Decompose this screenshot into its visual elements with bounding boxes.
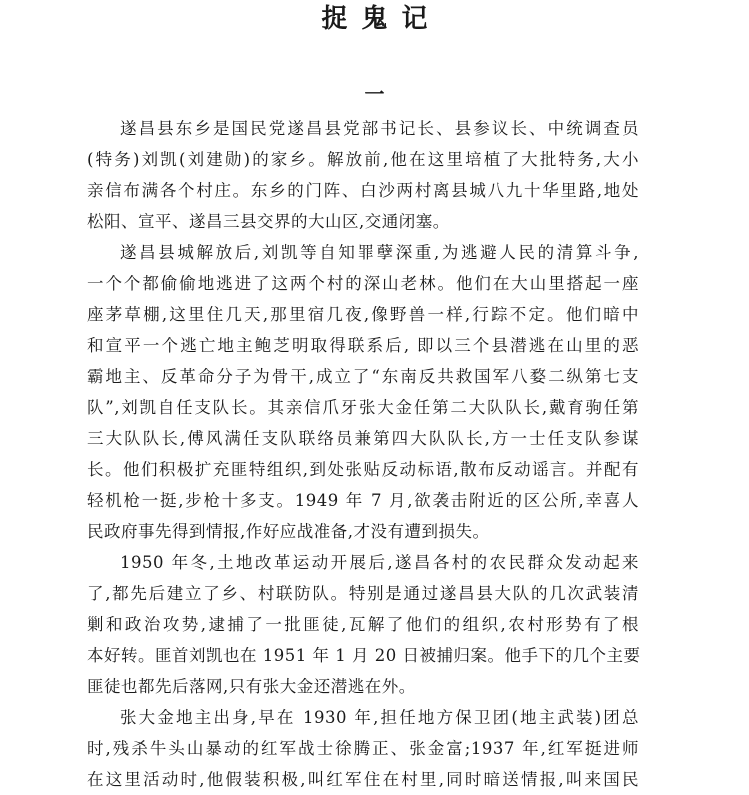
text-line: 匪徒也都先后落网,只有张大金还潜逃在外。 xyxy=(87,677,416,696)
text-line: 松阳、宣平、遂昌三县交界的大山区,交通闭塞。 xyxy=(87,212,450,231)
text-line: 霸地主、反革命分子为骨干,成立了“东南反共救国军八婺二纵第七支 xyxy=(87,367,639,386)
text-line: 遂昌县城解放后,刘凯等自知罪孽深重,为逃避人民的清算斗争, xyxy=(120,243,639,262)
text-line: 张大金地主出身,早在 1930 年,担任地方保卫团(地主武装)团总 xyxy=(120,708,639,727)
text-line: 时,残杀牛头山暴动的红军战士徐腾正、张金富;1937 年,红军挺进师 xyxy=(87,739,639,758)
text-line: 了,都先后建立了乡、村联防队。特别是通过遂昌县大队的几次武装清 xyxy=(87,584,639,603)
text-line: 轻机枪一挺,步枪十多支。1949 年 7 月,欲袭击附近的区公所,幸喜人 xyxy=(87,491,639,510)
paragraph-1 xyxy=(87,113,639,237)
text-line: 本好转。匪首刘凯也在 1951 年 1 月 20 日被捕归案。他手下的几个主要 xyxy=(87,646,641,665)
text-line: 和宣平一个逃亡地主鲍芝明取得联系后, 即以三个县潜逃在山里的恶 xyxy=(87,336,639,355)
text-line: 长。他们积极扩充匪特组织,到处张贴反动标语,散布反动谣言。并配有 xyxy=(87,460,639,479)
text-line: 民政府事先得到情报,作好应战准备,才没有遭到损失。 xyxy=(87,522,490,541)
text-line: 遂昌县东乡是国民党遂昌县党部书记长、县参议长、中统调查员 xyxy=(120,119,639,138)
paragraph-3 xyxy=(87,547,639,702)
text-line: 在这里活动时,他假装积极,叫红军住在村里,同时暗送情报,叫来国民 xyxy=(87,770,639,789)
text-line: 三大队队长,傅风满任支队联络员兼第四大队队长,方一士任支队参谋 xyxy=(87,429,639,448)
text-line: 剿和政治攻势,逮捕了一批匪徒,瓦解了他们的组织,农村形势有了根 xyxy=(87,615,639,634)
text-line: 1950 年冬,土地改革运动开展后,遂昌各村的农民群众发动起来 xyxy=(120,553,639,572)
text-line: 亲信布满各个村庄。东乡的门阵、白沙两村离县城八九十华里路,地处 xyxy=(87,181,639,200)
text-line: (特务)刘凯(刘建勋)的家乡。解放前,他在这里培植了大批特务,大小 xyxy=(87,150,639,169)
text-line: 一个个都偷偷地逃进了这两个村的深山老林。他们在大山里搭起一座 xyxy=(87,274,639,293)
text-line: 座茅草棚,这里住几天,那里宿几夜,像野兽一样,行踪不定。他们暗中 xyxy=(87,305,639,324)
body-text xyxy=(87,113,639,795)
section-number: 一 xyxy=(364,82,385,106)
paragraph-4 xyxy=(87,702,639,795)
text-line: 队”,刘凯自任支队长。其亲信爪牙张大金任第二大队队长,戴育驹任第 xyxy=(87,398,639,417)
paragraph-2 xyxy=(87,237,639,547)
page-title: 捉鬼记 xyxy=(321,4,442,34)
